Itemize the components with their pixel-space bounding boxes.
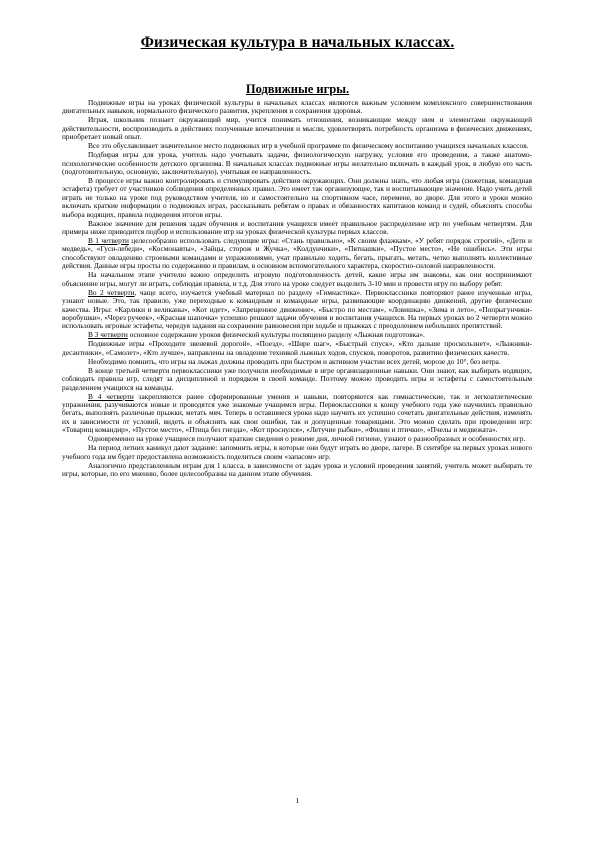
paragraph-text: Все это обуславливает значительное место подвижных игр в учебной программе по физическому воспитанию учащихся начальных классов. bbox=[88, 141, 529, 151]
section-title: Подвижные игры. bbox=[245, 82, 350, 96]
paragraph bbox=[62, 289, 532, 331]
paragraph bbox=[62, 393, 532, 435]
paragraph bbox=[62, 444, 532, 461]
paragraph-text: На начальном этапе учителю важно определить игровую подготовленность детей, какие игры им знакомы, как они воспринимают объяснение игры, могут ли играть, соблюдая правила, и т.д. Для этого на уроке следует выделить 3-10 мин и провести игру по выбору ребят. bbox=[62, 270, 532, 288]
paragraph bbox=[62, 237, 532, 271]
paragraph-text: Подвижные игры «Проходите звеневой дорогой», «Поезд», «Шире шаг», «Быстрый спуск», «Кто дальше проскользнет», «Лыжники-десантники», «Самолет», «Кто лучше», направлены на овладение техникой лыжных ходов, спусков, поворотов, развитию физических качеств. bbox=[62, 339, 532, 357]
document-title: Физическая культура в начальных классах. bbox=[140, 34, 455, 51]
paragraph-text: Подбирая игры для урока, учитель надо учитывать задачи, физиологическую нагрузку, условия его проведения, а также анатомо-психологические особенности детского организма. В начальных классах подвижные игры желательно включать в каждый урок, в любую его часть (подготовительную, основную, заключительную), учитывая ее направленность. bbox=[62, 150, 532, 177]
paragraph-text: закрепляются ранее сформированные умения и навыки, повторяются как гимнастические, так и легкоатлетические упражнения, разучиваются новые и проводятся уже знакомые учащимся игры. Первоклассники к концу учебного года уже научились правильно бегать, выполнять различные прыжки, метать мяч. Теперь в оставшиеся уроки надо научить их успешно сочетать двигательные действия, изменять их в зависимости от условий, видеть и объяснять как свои ошибки, так и допущенные товарищами. Это можно сделать при проведении игр: «Товарищ командир», «Пустое место», «Птица без гнезда», «Кот проснулся», «Летучие рыбки», «Филин и птички», «Пчелы и медвежата». bbox=[62, 391, 532, 435]
paragraph-text: Аналогично представленным играм для 1 класса, в зависимости от задач урока и условий проведения занятий, учитель может выбирать те игры, которые, по его мнению, более целесообразны на данном этапе обучения. bbox=[62, 460, 532, 478]
paragraph-text: , чаще всего, изучается учебный материал по разделу «Гимнастика». Первоклассники повторяют ранее изученные игры, узнают новые. Это, так правило, уже переходные к командным и командные игры, развивающие координацию движений, другие физические качества. Игры: «Карлики и великаны», «Кот идет», «Запрещенное движение», «Быстро по местам», «Ловишка», «Зима и лето», «Попрыгунчики-воробушки», «Через ручеек», «Красная шапочка» успешно решают задачи обучения и воспитания учащихся. На первых уроках во 2 четверти можно использовать игровые эстафеты, чередуя задания на сохранение равновесия при ходьбе и прыжках с преодолением небольших препятствий. bbox=[62, 287, 532, 331]
paragraph bbox=[62, 151, 532, 176]
paragraph bbox=[62, 462, 532, 479]
paragraph-text: Важное значение для решения задач обучения и воспитания учащихся имеет правильное распределение игр по учебным четвертям. Для примера ниже приводится подбор и использование игр на уроках физической культуры первых классов. bbox=[62, 218, 532, 237]
paragraph-lead: В 4 четверти bbox=[88, 391, 134, 401]
page-number: 1 bbox=[295, 796, 300, 805]
paragraph bbox=[62, 340, 532, 357]
paragraph bbox=[62, 116, 532, 141]
paragraph-lead: Во 2 четверти bbox=[88, 287, 135, 297]
paragraph bbox=[62, 177, 532, 219]
paragraph-text: На период летних каникул дают задание: запомнить игры, в которые они будут играть во дворе, лагере. В сентябре на первых уроках нового учебного года им будет предоставлена возможность поделиться своим «запасом» игр. bbox=[62, 443, 532, 461]
paragraph-text: целесообразно использовать следующие игры: «Стань правильно», «К своим флажкам», «У ребят порядок строгий», «Дети и медведь», «Гуси-лебеди», «Космонавты», «Зайцы, сторож и Жучка», «Колдунчики», «Пятнашки», «Пустое место», «Не ошибись». Эти игры способствуют овладению строевыми командами и упражнениями, учат правильно ходить, бегать, прыгать, метать, четко выполнять коллективные действия. Данные игры просты по содержанию и правилам, в основном вспомогательного характера, скоростно-силовой направленности. bbox=[62, 236, 532, 271]
paragraph-lead: В 1 четверти bbox=[88, 236, 129, 246]
paragraph-text: Играя, школьник познает окружающий мир, учится понимать отношения, возникающие между ним и элементами окружающей действительности, воспроизводить в действиях полученные впечатления и мысли, удовлетворять потребность организма в физических движениях, приобретает новый опыт. bbox=[62, 115, 532, 142]
paragraph-lead: В 3 четверти bbox=[88, 330, 128, 340]
paragraph bbox=[62, 99, 532, 116]
paragraph-text: Необходимо помнить, что игры на лыжах должны проводить при быстром и активном участии всех детей, морозе до 10°, без ветра. bbox=[88, 356, 501, 366]
paragraph bbox=[62, 367, 532, 392]
paragraph-text: В конце третьей четверти первоклассники уже получили необходимые в игре организационные навыки. Они знают, как выбирать водящих, соблюдать правила игр, следят за дисциплиной и порядком в своей команде. Поэтому можно проводить игры и эстафеты с самостоятельным разделением учащихся на команды. bbox=[62, 365, 532, 392]
paragraph-text: основное содержание уроков физической культуры посвящено разделу «Лыжная подготовка». bbox=[127, 330, 425, 340]
document-body bbox=[62, 99, 532, 479]
paragraph-text: Одновременно на уроке учащиеся получают краткие сведения о режиме дня, личной гигиене, узнают о разнообразных и особенностях игр. bbox=[88, 434, 526, 444]
paragraph-text: Подвижные игры на уроках физической культуры в начальных классах являются важным условием комплексного совершенствования двигательных навыков, нормального физического развития, укрепления и сохранения здоровья. bbox=[62, 98, 532, 116]
paragraph bbox=[62, 220, 532, 237]
paragraph bbox=[62, 271, 532, 288]
paragraph-text: В процессе игры важно контролировать и стимулировать действия окружающих. Они должны знать, что любая игра (сюжетная, командная эстафета) требует от участников соблюдения определенных правил. Это имеет так организующее, так и воспитывающее значение. Надо учить детей играть не только на уроке под руководством учителя, но и самостоятельно на спортивном часе, перемене, во дворе. Для этого в уроки можно включать краткие информации о подвижных играх, рассказывать ребятам о правах и обязанностях капитанов команд и судей, объяснять способы выбора водящих, правила подведения итогов игры. bbox=[62, 176, 532, 219]
